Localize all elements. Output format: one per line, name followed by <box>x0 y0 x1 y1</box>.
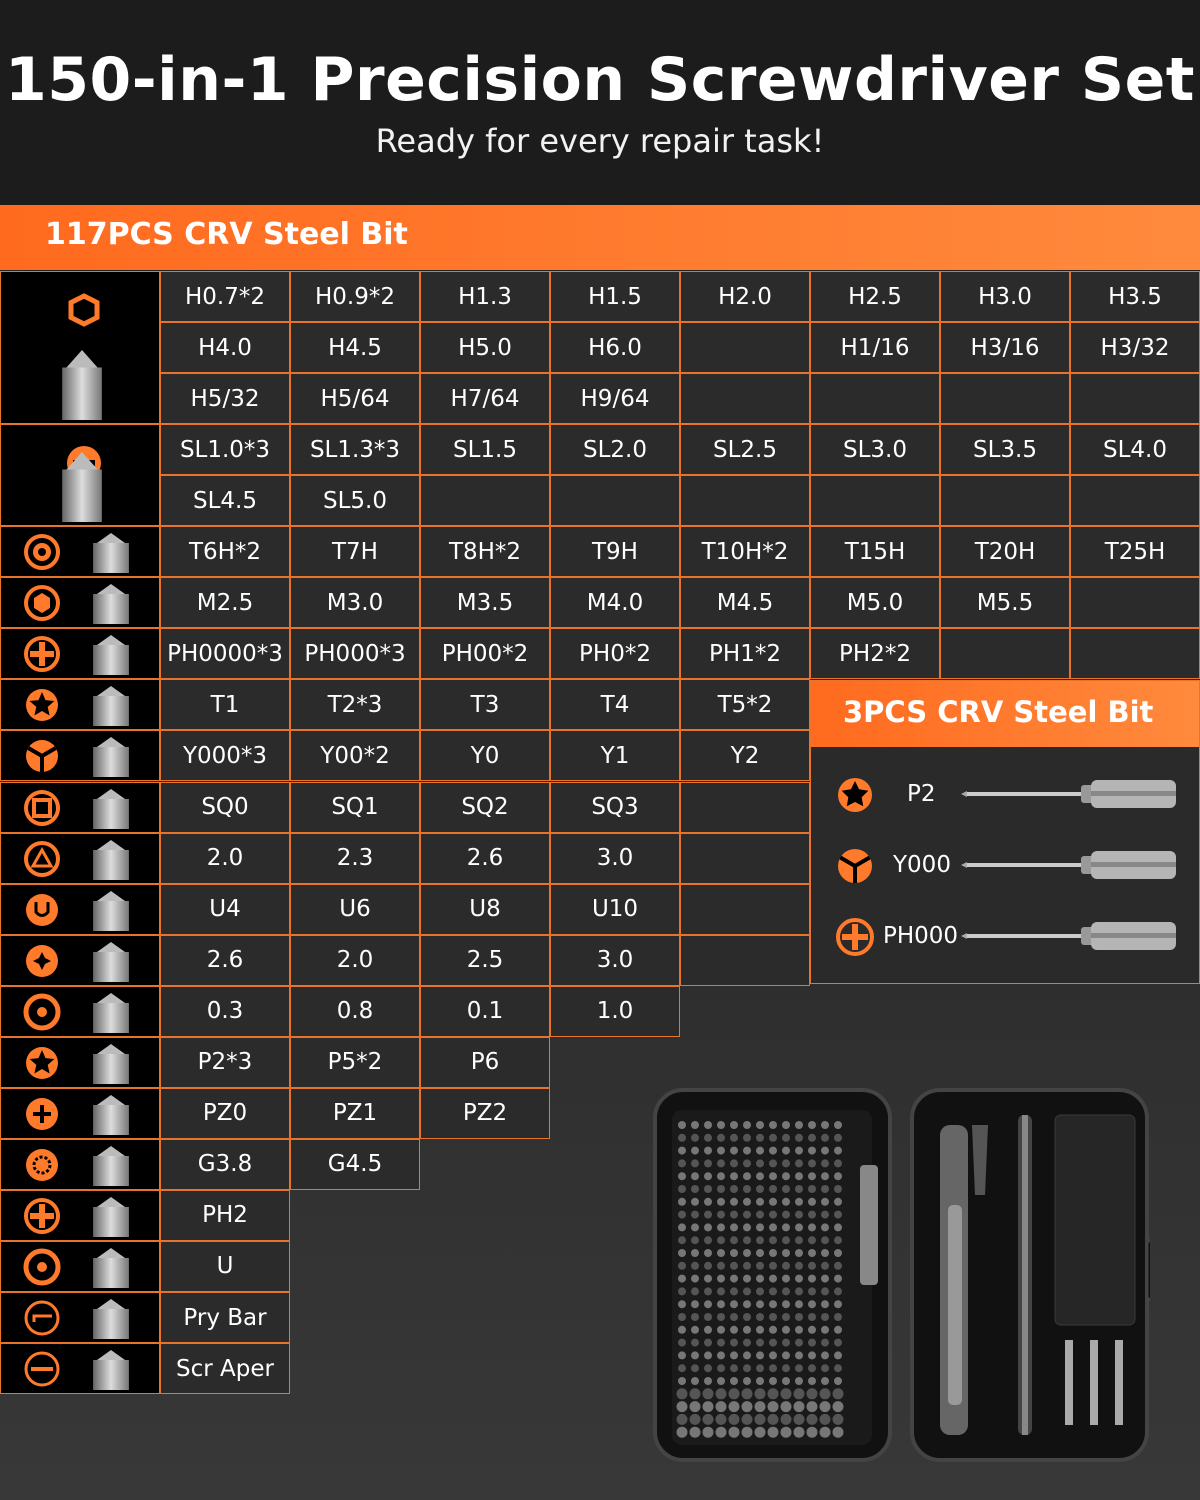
table-cell: H3/32 <box>1070 322 1200 373</box>
table-cell: SL2.0 <box>550 424 680 475</box>
screwdriver-bit-image <box>961 848 1181 882</box>
table-cell: 2.0 <box>160 833 290 884</box>
table-cell: Y00*2 <box>290 730 420 781</box>
table-cell: Y1 <box>550 730 680 781</box>
phillips-icon <box>0 628 160 679</box>
round-icon <box>0 1241 160 1292</box>
case-image <box>650 1085 1150 1465</box>
table-cell <box>550 475 680 526</box>
table-cell: P5*2 <box>290 1037 420 1088</box>
table-cell: H2.5 <box>810 271 940 322</box>
table-cell: 2.5 <box>420 935 550 986</box>
table-cell: 0.3 <box>160 986 290 1037</box>
table-cell: U4 <box>160 884 290 935</box>
table-cell: T2*3 <box>290 679 420 730</box>
table-cell: 2.3 <box>290 833 420 884</box>
table-cell: G3.8 <box>160 1139 290 1190</box>
table-cell: 0.8 <box>290 986 420 1037</box>
table-cell: PH0*2 <box>550 628 680 679</box>
table-cell: H9/64 <box>550 373 680 424</box>
table-cell: M2.5 <box>160 577 290 628</box>
table-cell: Y0 <box>420 730 550 781</box>
table-cell: H3.5 <box>1070 271 1200 322</box>
torx-icon <box>0 679 160 730</box>
table-cell: SQ0 <box>160 782 290 833</box>
table-cell: H5/32 <box>160 373 290 424</box>
table-cell: PH1*2 <box>680 628 810 679</box>
triangle-icon <box>0 833 160 884</box>
slotted-icon <box>0 424 160 526</box>
table-cell: SL2.5 <box>680 424 810 475</box>
table-cell <box>680 322 810 373</box>
table-cell: 2.0 <box>290 935 420 986</box>
table-cell <box>680 935 810 986</box>
torx-hole-icon <box>0 526 160 577</box>
cross-point-icon <box>0 935 160 986</box>
table-cell: PH0000*3 <box>160 628 290 679</box>
table-cell: T20H <box>940 526 1070 577</box>
table-cell: SL3.0 <box>810 424 940 475</box>
table-cell: U10 <box>550 884 680 935</box>
table-cell <box>940 373 1070 424</box>
table-cell: SL1.0*3 <box>160 424 290 475</box>
screwdriver-bit-image <box>961 919 1181 953</box>
table-cell: H1/16 <box>810 322 940 373</box>
table-cell <box>940 628 1070 679</box>
table-cell <box>810 475 940 526</box>
table-cell: H5/64 <box>290 373 420 424</box>
table-cell: T9H <box>550 526 680 577</box>
bit-label: Y000 <box>893 852 951 878</box>
page-subtitle: Ready for every repair task! <box>375 122 825 160</box>
pentalobe-icon <box>0 1037 160 1088</box>
table-cell: SL1.3*3 <box>290 424 420 475</box>
pozidriv-icon <box>0 1088 160 1139</box>
table-cell: H4.5 <box>290 322 420 373</box>
square-icon <box>0 782 160 833</box>
table-cell <box>420 475 550 526</box>
table-cell: H6.0 <box>550 322 680 373</box>
table-cell: U <box>160 1241 290 1292</box>
table-cell: PZ0 <box>160 1088 290 1139</box>
table-cell: SL4.5 <box>160 475 290 526</box>
list-item <box>811 909 1199 969</box>
section-117-label: 117PCS CRV Steel Bit <box>45 217 408 252</box>
table-cell: T3 <box>420 679 550 730</box>
table-cell <box>1070 577 1200 628</box>
table-cell: PH00*2 <box>420 628 550 679</box>
table-cell: T1 <box>160 679 290 730</box>
table-cell: Pry Bar <box>160 1292 290 1343</box>
bit-label: PH000 <box>883 923 959 949</box>
table-cell: PH2 <box>160 1190 290 1241</box>
table-cell: SQ2 <box>420 782 550 833</box>
table-cell: H3.0 <box>940 271 1070 322</box>
table-cell: T5*2 <box>680 679 810 730</box>
table-cell: T10H*2 <box>680 526 810 577</box>
table-cell: PZ1 <box>290 1088 420 1139</box>
table-cell: SQ1 <box>290 782 420 833</box>
table-cell: T25H <box>1070 526 1200 577</box>
table-cell <box>680 833 810 884</box>
table-cell <box>1070 373 1200 424</box>
phillips-cross-icon <box>835 917 875 961</box>
table-cell: U8 <box>420 884 550 935</box>
page-title: 150-in-1 Precision Screwdriver Set <box>5 45 1195 115</box>
section-3-panel <box>810 680 1200 984</box>
table-cell: 2.6 <box>420 833 550 884</box>
table-cell: SL3.5 <box>940 424 1070 475</box>
table-cell: P6 <box>420 1037 550 1088</box>
table-cell: H2.0 <box>680 271 810 322</box>
table-cell: 2.6 <box>160 935 290 986</box>
table-cell: M3.0 <box>290 577 420 628</box>
table-cell <box>680 373 810 424</box>
table-cell: 3.0 <box>550 935 680 986</box>
table-cell: U6 <box>290 884 420 935</box>
bit-label: P2 <box>907 781 936 807</box>
table-cell: H0.7*2 <box>160 271 290 322</box>
table-cell: T4 <box>550 679 680 730</box>
table-cell: SQ3 <box>550 782 680 833</box>
pry-bar-icon <box>0 1292 160 1343</box>
table-cell <box>1070 475 1200 526</box>
table-cell: Y000*3 <box>160 730 290 781</box>
table-cell: PZ2 <box>420 1088 550 1139</box>
scraper-icon <box>0 1343 160 1394</box>
table-cell: T8H*2 <box>420 526 550 577</box>
table-cell: 1.0 <box>550 986 680 1037</box>
table-cell: SL5.0 <box>290 475 420 526</box>
table-cell <box>680 782 810 833</box>
table-cell <box>940 475 1070 526</box>
phillips-icon <box>0 1190 160 1241</box>
table-cell: Scr Aper <box>160 1343 290 1394</box>
tri-wing-icon <box>0 730 160 781</box>
table-cell: M4.0 <box>550 577 680 628</box>
table-cell: G4.5 <box>290 1139 420 1190</box>
table-cell: 3.0 <box>550 833 680 884</box>
table-cell: H7/64 <box>420 373 550 424</box>
table-cell: M5.5 <box>940 577 1070 628</box>
table-cell: H1.3 <box>420 271 550 322</box>
table-cell: PH000*3 <box>290 628 420 679</box>
section-3-label: 3PCS CRV Steel Bit <box>843 695 1154 729</box>
list-item <box>811 767 1199 827</box>
table-cell: 0.1 <box>420 986 550 1037</box>
table-cell: SL4.0 <box>1070 424 1200 475</box>
table-cell: Y2 <box>680 730 810 781</box>
table-cell: SL1.5 <box>420 424 550 475</box>
round-icon <box>0 986 160 1037</box>
hex-socket-icon <box>0 577 160 628</box>
table-cell: H4.0 <box>160 322 290 373</box>
screwdriver-bit-image <box>961 777 1181 811</box>
table-cell: M3.5 <box>420 577 550 628</box>
table-cell: T7H <box>290 526 420 577</box>
table-cell <box>680 475 810 526</box>
table-cell: M5.0 <box>810 577 940 628</box>
table-cell <box>1070 628 1200 679</box>
table-cell: P2*3 <box>160 1037 290 1088</box>
gear-bit-icon <box>0 1139 160 1190</box>
table-cell: PH2*2 <box>810 628 940 679</box>
hex-icon <box>0 271 160 424</box>
list-item <box>811 838 1199 898</box>
table-cell: T15H <box>810 526 940 577</box>
u-shape-icon <box>0 884 160 935</box>
table-cell: T6H*2 <box>160 526 290 577</box>
table-cell: M4.5 <box>680 577 810 628</box>
table-cell: H5.0 <box>420 322 550 373</box>
pentalobe-star-icon <box>835 775 875 819</box>
table-cell: H0.9*2 <box>290 271 420 322</box>
table-cell: H1.5 <box>550 271 680 322</box>
table-cell <box>680 884 810 935</box>
table-cell: H3/16 <box>940 322 1070 373</box>
table-cell <box>810 373 940 424</box>
tri-wing-y-icon <box>835 846 875 890</box>
section-3-header <box>811 681 1199 747</box>
